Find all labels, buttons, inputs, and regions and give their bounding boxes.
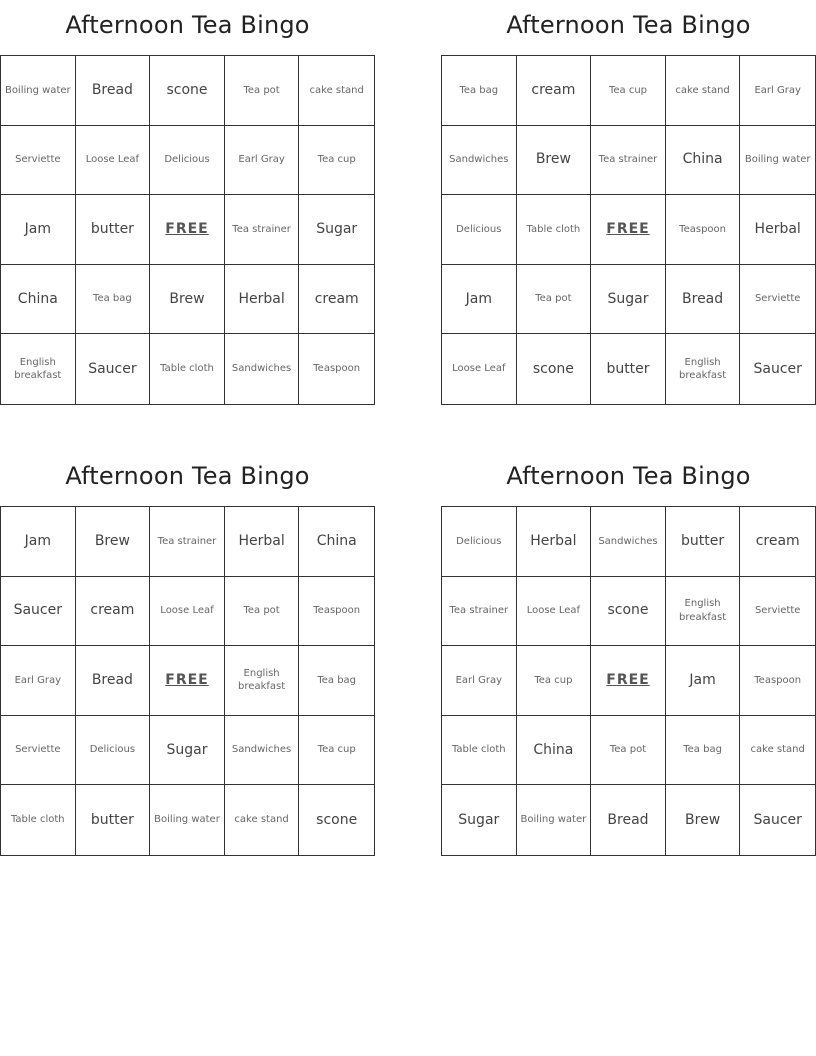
- bingo-cell: Sugar: [442, 785, 517, 855]
- card-title: Afternoon Tea Bingo: [506, 462, 751, 490]
- bingo-cell: Serviette: [1, 126, 76, 196]
- bingo-cell: Bread: [666, 265, 741, 335]
- bingo-grid: [0, 506, 375, 856]
- bingo-grid: [441, 55, 816, 405]
- bingo-cell: Table cloth: [442, 716, 517, 786]
- bingo-cell: Earl Gray: [442, 646, 517, 716]
- bingo-cell: English breakfast: [1, 334, 76, 404]
- bingo-cell: Herbal: [225, 265, 300, 335]
- bingo-cell: Earl Gray: [225, 126, 300, 196]
- bingo-cell: Tea cup: [299, 716, 374, 786]
- bingo-cell: cake stand: [666, 56, 741, 126]
- bingo-cell: Sandwiches: [225, 334, 300, 404]
- bingo-cell: Tea cup: [299, 126, 374, 196]
- bingo-cell: Saucer: [753, 360, 802, 377]
- bingo-cell: Table cloth: [150, 334, 225, 404]
- bingo-cell: Delicious: [442, 195, 517, 265]
- bingo-cell: China: [1, 265, 76, 335]
- bingo-cell: Delicious: [76, 716, 151, 786]
- bingo-cell: Bread: [76, 646, 151, 716]
- bingo-cell: Bread: [591, 785, 666, 855]
- bingo-cell: Saucer: [1, 577, 76, 647]
- bingo-cell: Tea strainer: [591, 126, 666, 196]
- bingo-cell: Earl Gray: [1, 646, 76, 716]
- bingo-cell: Boiling water: [150, 785, 225, 855]
- bingo-cell: Tea pot: [591, 716, 666, 786]
- bingo-grid: [441, 506, 816, 856]
- bingo-cell: Tea pot: [225, 56, 300, 126]
- bingo-cell: scone: [316, 811, 358, 828]
- bingo-cell: Teaspoon: [666, 195, 741, 265]
- bingo-cell: Herbal: [517, 507, 592, 577]
- bingo-cell: Tea cup: [591, 56, 666, 126]
- bingo-cell: English breakfast: [666, 334, 741, 404]
- bingo-cell: Tea strainer: [442, 577, 517, 647]
- bingo-cell: Teaspoon: [299, 577, 374, 647]
- bingo-cell: Sugar: [150, 716, 225, 786]
- bingo-cell: scone: [150, 56, 225, 126]
- bingo-cell: Brew: [150, 265, 225, 335]
- bingo-cell: Delicious: [150, 126, 225, 196]
- bingo-cell: English breakfast: [225, 646, 300, 716]
- bingo-cell: Serviette: [740, 577, 815, 647]
- bingo-cell: Herbal: [225, 507, 300, 577]
- bingo-cell: Sugar: [591, 265, 666, 335]
- bingo-cell: Jam: [442, 265, 517, 335]
- bingo-cell: Tea pot: [517, 265, 592, 335]
- bingo-cell: Brew: [76, 507, 151, 577]
- bingo-cell: Tea bag: [442, 56, 517, 126]
- bingo-cell: Loose Leaf: [442, 334, 517, 404]
- bingo-cell: Serviette: [740, 265, 815, 335]
- bingo-cell: China: [666, 126, 741, 196]
- bingo-cell: Tea cup: [517, 646, 592, 716]
- bingo-cell: Tea bag: [299, 646, 374, 716]
- bingo-cell: Teaspoon: [740, 646, 815, 716]
- card-title: Afternoon Tea Bingo: [506, 11, 751, 39]
- free-space-cell: FREE: [591, 195, 666, 265]
- bingo-cell: China: [299, 507, 374, 577]
- bingo-cell: Tea strainer: [150, 507, 225, 577]
- bingo-cell: Sandwiches: [442, 126, 517, 196]
- bingo-cell: Earl Gray: [740, 56, 815, 126]
- bingo-cell: cake stand: [740, 716, 815, 786]
- bingo-cell: Sandwiches: [591, 507, 666, 577]
- bingo-cell: Saucer: [76, 334, 151, 404]
- bingo-cell: cream: [76, 577, 151, 647]
- bingo-cell: China: [517, 716, 592, 786]
- bingo-grid: [0, 55, 375, 405]
- bingo-cell: Delicious: [442, 507, 517, 577]
- bingo-cell: Serviette: [1, 716, 76, 786]
- bingo-cell: cream: [740, 507, 815, 577]
- bingo-cell: Boiling water: [740, 126, 815, 196]
- bingo-cell: scone: [517, 334, 592, 404]
- bingo-cell: Brew: [666, 785, 741, 855]
- bingo-cell: cream: [517, 56, 592, 126]
- bingo-cell: Tea strainer: [225, 195, 300, 265]
- bingo-cell: cream: [299, 265, 374, 335]
- bingo-cell: Jam: [666, 646, 741, 716]
- bingo-cell: Bread: [76, 56, 151, 126]
- bingo-cell: scone: [591, 577, 666, 647]
- free-space-cell: FREE: [150, 646, 225, 716]
- bingo-cell: butter: [76, 195, 151, 265]
- bingo-cell: cake stand: [299, 56, 374, 126]
- bingo-cell: Table cloth: [1, 785, 76, 855]
- bingo-cell: butter: [76, 785, 151, 855]
- bingo-cell: Sugar: [299, 195, 374, 265]
- bingo-cell: Brew: [517, 126, 592, 196]
- bingo-cell: Loose Leaf: [150, 577, 225, 647]
- bingo-cell: Teaspoon: [313, 363, 361, 375]
- bingo-cell: Jam: [1, 507, 76, 577]
- card-title: Afternoon Tea Bingo: [65, 11, 310, 39]
- bingo-cell: Boiling water: [517, 785, 592, 855]
- bingo-cell: cake stand: [225, 785, 300, 855]
- free-space-cell: FREE: [591, 646, 666, 716]
- bingo-cell: Herbal: [740, 195, 815, 265]
- bingo-cell: Table cloth: [517, 195, 592, 265]
- bingo-cell: Tea pot: [225, 577, 300, 647]
- bingo-cell: Jam: [1, 195, 76, 265]
- card-title: Afternoon Tea Bingo: [65, 462, 310, 490]
- bingo-cell: Tea bag: [666, 716, 741, 786]
- bingo-cell: butter: [591, 334, 666, 404]
- bingo-cell: English breakfast: [666, 577, 741, 647]
- bingo-cell: Saucer: [753, 811, 802, 828]
- bingo-cell: Loose Leaf: [76, 126, 151, 196]
- free-space-cell: FREE: [150, 195, 225, 265]
- bingo-cell: Sandwiches: [225, 716, 300, 786]
- bingo-cell: butter: [666, 507, 741, 577]
- bingo-cell: Tea bag: [76, 265, 151, 335]
- bingo-cell: Loose Leaf: [517, 577, 592, 647]
- bingo-cell: Boiling water: [1, 56, 76, 126]
